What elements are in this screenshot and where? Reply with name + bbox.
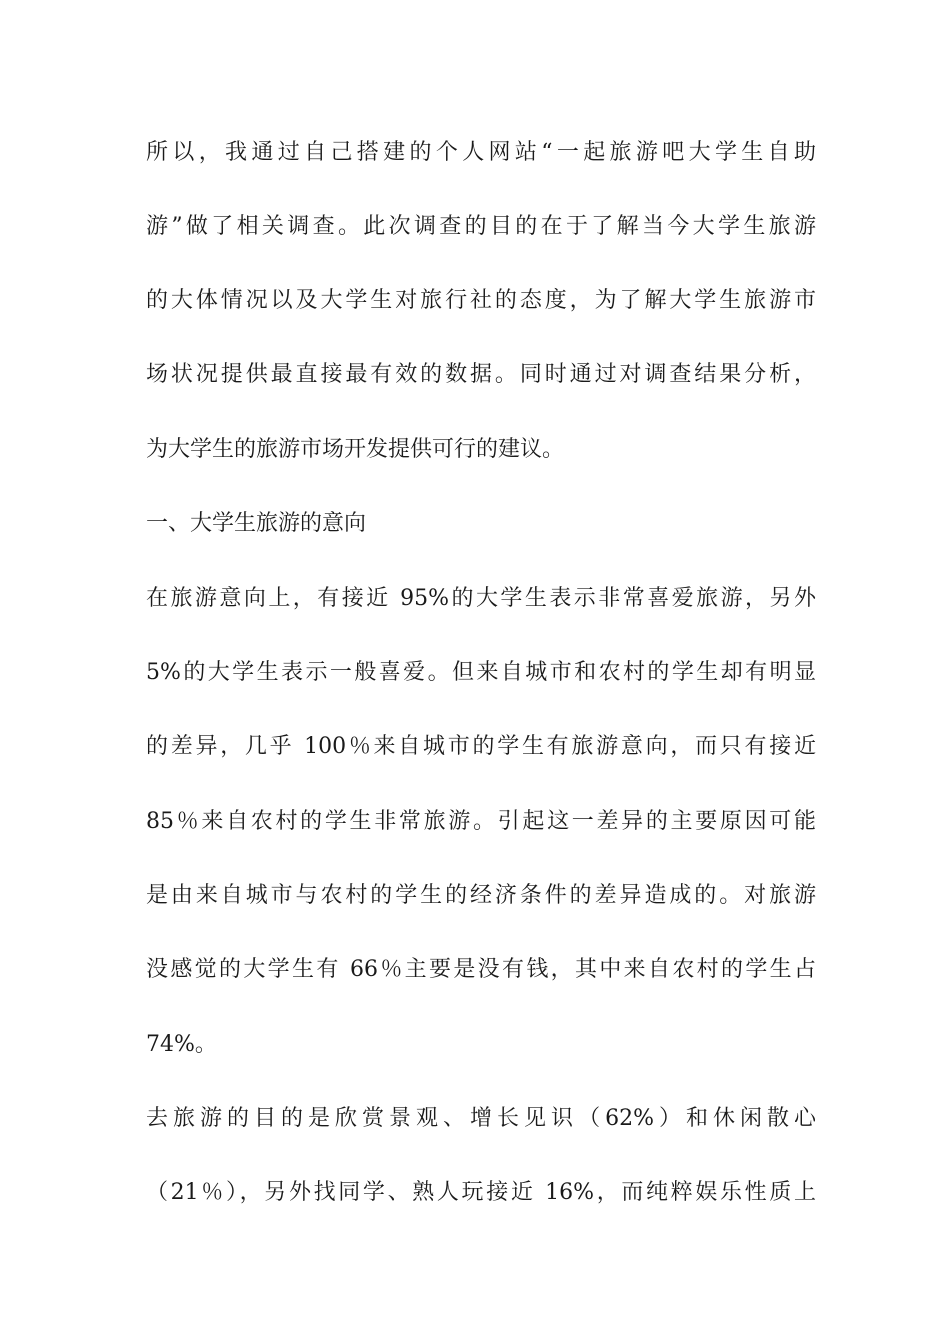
paragraph-line: 是由来自城市与农村的学生的经济条件的差异造成的。对旅游: [146, 883, 816, 908]
paragraph-line: 游”做了相关调查。此次调查的目的在于了解当今大学生旅游: [146, 214, 816, 239]
paragraph-line: 为大学生的旅游市场开发提供可行的建议。: [146, 437, 565, 462]
paragraph-line: 74%。: [146, 1032, 217, 1057]
paragraph-line: 的大体情况以及大学生对旅行社的态度，为了解大学生旅游市: [146, 288, 816, 313]
paragraph-line: 的差异，几乎 100％来自城市的学生有旅游意向，而只有接近: [146, 734, 816, 759]
paragraph-line: 85％来自农村的学生非常旅游。引起这一差异的主要原因可能: [146, 809, 816, 834]
paragraph-line: 场状况提供最直接最有效的数据。同时通过对调查结果分析，: [146, 362, 816, 387]
paragraph-line: 去旅游的目的是欣赏景观、增长见识（62%）和休闲散心: [146, 1106, 816, 1131]
section-heading: 一、大学生旅游的意向: [146, 511, 367, 536]
paragraph-line: 5%的大学生表示一般喜爱。但来自城市和农村的学生却有明显: [146, 660, 816, 685]
paragraph-line: 没感觉的大学生有 66％主要是没有钱，其中来自农村的学生占: [146, 957, 816, 982]
paragraph-line: （21％），另外找同学、熟人玩接近 16%，而纯粹娱乐性质上: [146, 1180, 816, 1205]
paragraph-line: 在旅游意向上，有接近 95%的大学生表示非常喜爱旅游，另外: [146, 586, 816, 611]
paragraph-line: 所以，我通过自己搭建的个人网站“一起旅游吧大学生自助: [146, 140, 816, 165]
